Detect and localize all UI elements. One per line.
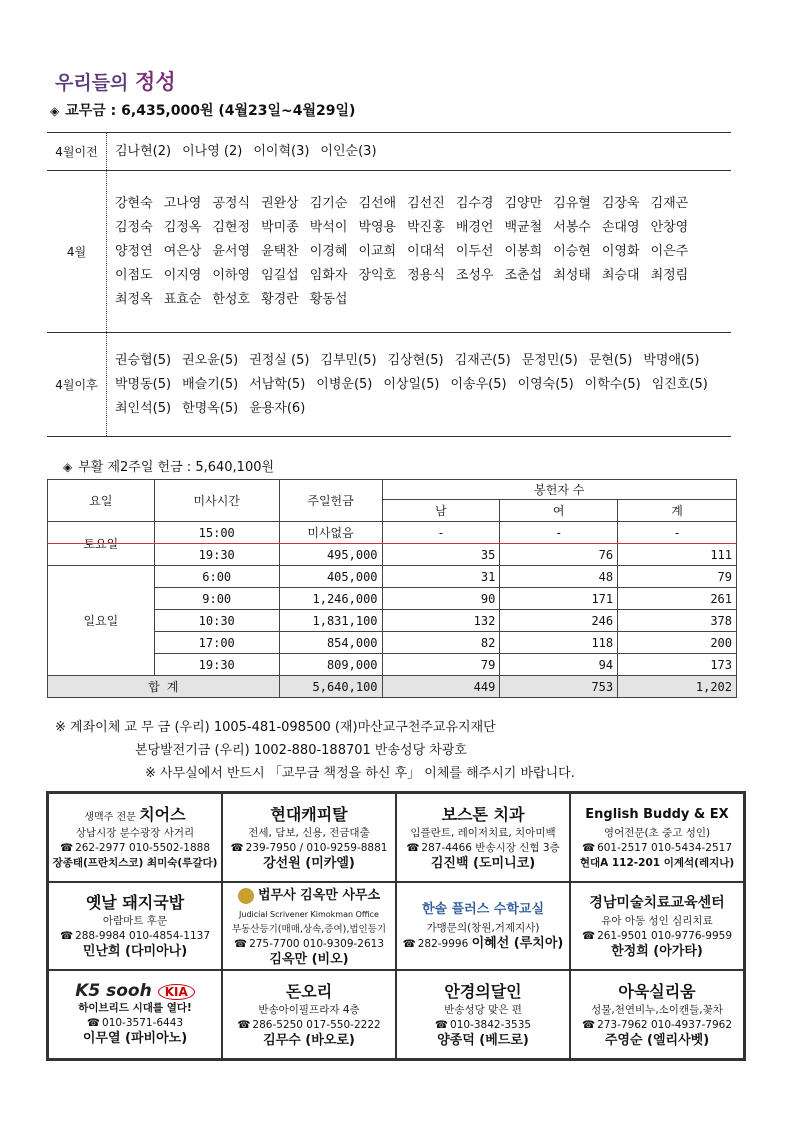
donor-name: 안창영 (650, 219, 689, 235)
header-male: 남 (382, 500, 500, 522)
mass-time: 10:30 (154, 610, 279, 632)
donor-name: 최승대 (601, 267, 640, 283)
male-count: 132 (382, 610, 500, 632)
ad-law-office (222, 882, 396, 971)
mass-time: 15:00 (154, 522, 279, 544)
phone-icon: ☎ (434, 1019, 449, 1032)
ad-name: 법무사 김옥만 사무소 (257, 887, 381, 903)
donor-name: 이인순(3) (320, 143, 377, 159)
donor-name: 김수경 (455, 195, 494, 211)
donor-name: 강현숙 (115, 195, 153, 211)
donor-name: 김선진 (407, 195, 445, 211)
donor-name: 김기순 (309, 195, 348, 211)
ad-person: 김옥만 (비오) (269, 951, 349, 967)
donor-label: 4월 (47, 171, 107, 332)
donor-label: 4월이후 (47, 333, 107, 436)
donor-name: 임진호(5) (651, 376, 708, 392)
ad-line: 성물,천연비누,소이캔들,꽃차 (591, 1004, 723, 1017)
ad-line: 반송아이필프라자 4층 (258, 1004, 360, 1017)
ad-line: 상남시장 분수광장 사거리 (75, 826, 195, 839)
donor-name: 김정숙 (115, 219, 153, 235)
mass-amount: 1,246,000 (279, 588, 382, 610)
header-total: 계 (618, 500, 737, 522)
donor-name: 이하영 (212, 267, 251, 283)
donor-name: 김부민(5) (320, 352, 377, 368)
total-label: 합 계 (48, 676, 280, 698)
donor-name: 윤용자(6) (249, 400, 306, 416)
donor-name: 김양만 (504, 195, 543, 211)
total-count: 200 (618, 632, 737, 654)
donor-name: 서봉수 (553, 219, 591, 235)
ad-line: 가맹문의(창원,거제지사) (426, 922, 540, 935)
donor-name: 임길섭 (261, 267, 299, 283)
mass-amount: 1,831,100 (279, 610, 382, 632)
ad-line: 601-2517 010-5434-2517 (597, 841, 733, 854)
donor-name: 이대석 (407, 243, 445, 259)
donor-name: 여은상 (163, 243, 202, 259)
header-day: 요일 (48, 480, 155, 522)
ad-line: 287-4466 반송시장 신협 3층 (421, 841, 560, 854)
donor-name: 이은주 (650, 243, 689, 259)
ad-hyundai-capital (222, 793, 396, 882)
male-count: - (382, 522, 500, 544)
ad-person: 강선원 (미카엘) (263, 855, 355, 871)
donor-name: 김상현(5) (387, 352, 444, 368)
donor-name: 이병운(5) (316, 376, 373, 392)
kia-logo: KIA (158, 984, 195, 1000)
ad-name: 아욱실리움 (618, 982, 696, 1002)
ad-name: K5 sooh (75, 980, 152, 1001)
ad-line: 273-7962 010-4937-7962 (597, 1019, 733, 1032)
ad-line: 010-3571-6443 (102, 1016, 184, 1029)
donor-names (107, 333, 731, 436)
ad-line: 286-5250 017-550-2222 (252, 1019, 381, 1032)
donor-label: 4월이전 (47, 133, 107, 170)
donor-name: 최인석(5) (115, 400, 172, 416)
donor-name: 박명동(5) (115, 376, 172, 392)
donor-name: 권정실 (5) (249, 352, 310, 368)
ad-cheers (48, 793, 222, 882)
donor-name: 최정옥 (115, 291, 153, 307)
donor-name: 이승현 (553, 243, 591, 259)
donor-name: 박미종 (261, 219, 299, 235)
donor-name: 서남학(5) (249, 376, 306, 392)
mass-amount: 809,000 (279, 654, 382, 676)
ad-person: 김진백 (도미니코) (430, 855, 536, 871)
ad-line: 261-9501 010-9776-9959 (597, 930, 733, 943)
ad-line: 010-3842-3535 (450, 1019, 532, 1032)
phone-icon: ☎ (59, 930, 74, 943)
donor-name: 이학수(5) (584, 376, 641, 392)
table-row (48, 522, 737, 544)
total-count: 378 (618, 610, 737, 632)
donor-name: 이두선 (455, 243, 494, 259)
donor-name: 윤서영 (212, 243, 251, 259)
ad-name: 경남미술치료교육센터 (589, 895, 725, 912)
donor-row-before (47, 133, 731, 171)
diamond-icon: ◈ (63, 460, 73, 474)
donor-names (107, 133, 731, 170)
donor-name: 김재곤(5) (454, 352, 511, 368)
phone-icon: ☎ (59, 841, 74, 854)
donor-name: 장익호 (358, 267, 397, 283)
ad-person: 현대A 112-201 이계석(레지나) (579, 856, 735, 869)
day-saturday: 토요일 (48, 522, 155, 566)
header-time: 미사시간 (154, 480, 279, 522)
phone-icon: ☎ (86, 1016, 101, 1029)
ad-line: 262-2977 010-5502-1888 (75, 841, 211, 854)
phone-icon: ☎ (581, 841, 596, 854)
donor-name: 김정옥 (163, 219, 202, 235)
donor-name: 공정식 (212, 195, 251, 211)
ad-line: 영어전문(초 중고 성인) (603, 826, 711, 839)
donor-name: 박진홍 (407, 219, 445, 235)
mass-time: 17:00 (154, 632, 279, 654)
male-count: 35 (382, 544, 500, 566)
donor-name: 이영화 (601, 243, 640, 259)
female-count: 76 (500, 544, 618, 566)
donor-name: 손대영 (601, 219, 640, 235)
seal-icon (238, 888, 254, 904)
total-count: 111 (618, 544, 737, 566)
donor-name: 이봉희 (504, 243, 543, 259)
donor-name: 정용식 (407, 267, 445, 283)
donor-name: 김장욱 (601, 195, 640, 211)
ad-line: 부동산등기(매매,상속,증여),법인등기 (231, 923, 387, 935)
donor-name: 이점도 (115, 267, 153, 283)
ad-name: 돈오리 (285, 982, 333, 1002)
page-title: 우리들의 정성 (55, 69, 176, 94)
ad-line: 239-7950 / 010-9259-8881 (245, 841, 388, 854)
header-female: 여 (500, 500, 618, 522)
total-row (48, 676, 737, 698)
mass-time: 19:30 (154, 654, 279, 676)
note-line: 본당발전기금 (우리) 1002-880-188701 반송성당 차광호 (135, 743, 467, 758)
total-count: 79 (618, 566, 737, 588)
ad-person: 이혜선 (루치아) (471, 936, 564, 952)
ad-name: 옛날 돼지국밥 (85, 893, 185, 913)
total-amount: 5,640,100 (279, 676, 382, 698)
ad-boston-dental (396, 793, 570, 882)
ad-gukbap (48, 882, 222, 971)
donor-name: 황동섭 (309, 291, 348, 307)
female-count: 246 (500, 610, 618, 632)
ad-name: 한솔 플러스 수학교실 (421, 902, 545, 918)
female-count: 94 (500, 654, 618, 676)
donor-names (107, 171, 731, 332)
mass-amount: 미사없음 (279, 522, 382, 544)
donor-name: 조성우 (455, 267, 494, 283)
ad-line: 하이브리드 시대를 열다! (78, 1001, 192, 1014)
donor-name: 이지영 (163, 267, 202, 283)
note-line: ※ 사무실에서 반드시 「교무금 책정을 하신 후」 이체를 해주시기 바랍니다. (145, 766, 575, 781)
mass-time: 6:00 (154, 566, 279, 588)
offering-title: ◈ 부활 제2주일 헌금 : 5,640,100원 (63, 460, 275, 475)
ad-english-buddy (570, 793, 744, 882)
divider-red (47, 543, 737, 544)
donor-name: 권오윤(5) (182, 352, 239, 368)
donor-name: 권승협(5) (115, 352, 172, 368)
ad-name: 안경의달인 (444, 982, 522, 1002)
ad-person: 장종태(프란치스코) 최미숙(루갈다) (52, 856, 218, 869)
donor-name: 김재곤 (650, 195, 689, 211)
phone-icon: ☎ (402, 938, 416, 951)
ad-donori (222, 970, 396, 1059)
donor-name: 이교희 (358, 243, 397, 259)
ad-line: 전세, 담보, 신용, 전금대출 (248, 826, 370, 839)
donor-name: 이이혁(3) (253, 143, 310, 159)
female-count: 48 (500, 566, 618, 588)
donor-name: 최성태 (553, 267, 591, 283)
ad-auxilium (570, 970, 744, 1059)
ad-person: 양종덕 (베드로) (437, 1033, 529, 1049)
donor-name: 박석이 (309, 219, 348, 235)
donor-name: 고나영 (163, 195, 202, 211)
phone-icon: ☎ (237, 1019, 251, 1032)
ad-line: 282-9996 (417, 938, 469, 951)
ad-name: English Buddy & EX (585, 806, 729, 822)
ad-person: 김무수 (바오로) (263, 1033, 355, 1049)
donor-name: 김나현(2) (115, 143, 172, 159)
ad-line: 275-7700 010-9309-2613 (249, 937, 385, 950)
total-count: 173 (618, 654, 737, 676)
donor-name: 문정민(5) (521, 352, 578, 368)
donor-name: 백균철 (504, 219, 543, 235)
male-count: 31 (382, 566, 500, 588)
donor-name: 문현(5) (588, 352, 633, 368)
dues-amount: ◈ 교무금 : 6,435,000원 (4월23일~4월29일) (50, 103, 356, 119)
ad-grid (46, 791, 746, 1061)
donor-name: 최정림 (650, 267, 689, 283)
donor-name: 조춘섭 (504, 267, 543, 283)
mass-amount: 405,000 (279, 566, 382, 588)
ad-hansol (396, 882, 570, 971)
ad-person: 주영순 (엘리사벳) (604, 1033, 710, 1049)
donor-name: 임화자 (309, 267, 348, 283)
total-count: 261 (618, 588, 737, 610)
ad-person: 민난희 (다미아나) (82, 944, 188, 960)
ad-line: 유아 아동 성인 심리치료 (601, 915, 713, 928)
donor-name: 이송우(5) (450, 376, 507, 392)
donor-row-april (47, 171, 731, 333)
donor-row-after (47, 333, 731, 437)
donor-name: 이상일(5) (383, 376, 440, 392)
female-count: 171 (500, 588, 618, 610)
phone-icon: ☎ (581, 930, 596, 943)
ad-prefix: 생맥주 전문 (84, 811, 136, 823)
ad-art-therapy (570, 882, 744, 971)
ad-line: 임플란트, 레이저치료, 치아미백 (410, 826, 556, 839)
donor-name: 배슬기(5) (182, 376, 239, 392)
ad-line: 반송성당 맞은 편 (444, 1004, 522, 1017)
donor-table (47, 132, 731, 437)
note-line: ※ 계좌이체 교 무 금 (우리) 1005-481-098500 (재)마산교구천주교유지재단 (55, 720, 496, 735)
female-count: - (500, 522, 618, 544)
mass-time: 19:30 (154, 544, 279, 566)
offering-table (47, 479, 737, 698)
total-all: 1,202 (618, 676, 737, 698)
ad-line: 아람마트 후문 (102, 915, 168, 928)
donor-name: 김선애 (358, 195, 397, 211)
total-count: - (618, 522, 737, 544)
donor-name: 황경란 (261, 291, 299, 307)
ad-person: 한정희 (아가타) (611, 944, 703, 960)
table-row (48, 566, 737, 588)
donor-name: 김현정 (212, 219, 251, 235)
donor-name: 한성호 (212, 291, 251, 307)
donor-name: 이영숙(5) (517, 376, 574, 392)
total-male: 449 (382, 676, 500, 698)
donor-name: 박영용 (358, 219, 397, 235)
donor-name: 이경혜 (309, 243, 348, 259)
total-female: 753 (500, 676, 618, 698)
donor-name: 배경언 (455, 219, 494, 235)
ad-line: 288-9984 010-4854-1137 (75, 930, 211, 943)
day-sunday: 일요일 (48, 566, 155, 676)
ad-subtitle: Judicial Scrivener Kimokman Office (239, 909, 379, 919)
ad-name: 치어스 (139, 804, 186, 824)
donor-name: 한명옥(5) (182, 400, 239, 416)
mass-amount: 854,000 (279, 632, 382, 654)
ad-glasses (396, 970, 570, 1059)
male-count: 79 (382, 654, 500, 676)
donor-name: 박명애(5) (643, 352, 700, 368)
donor-name: 윤택찬 (261, 243, 299, 259)
donor-name: 권완상 (261, 195, 299, 211)
header-cash: 주일헌금 (279, 480, 382, 522)
ad-name: 보스톤 치과 (441, 804, 525, 824)
ad-person: 이무열 (파비아노) (82, 1030, 188, 1046)
donor-name: 김유혈 (553, 195, 591, 211)
mass-amount: 495,000 (279, 544, 382, 566)
donor-name: 이나영 (2) (182, 143, 243, 159)
phone-icon: ☎ (233, 937, 248, 950)
male-count: 82 (382, 632, 500, 654)
donor-name: 양정연 (115, 243, 153, 259)
female-count: 118 (500, 632, 618, 654)
phone-icon: ☎ (230, 841, 244, 854)
ad-kia (48, 970, 222, 1059)
header-servers: 봉헌자 수 (382, 480, 736, 500)
ad-name: 현대캐피탈 (270, 804, 348, 824)
donor-name: 표효순 (163, 291, 202, 307)
male-count: 90 (382, 588, 500, 610)
phone-icon: ☎ (406, 841, 420, 854)
mass-time: 9:00 (154, 588, 279, 610)
account-notes (55, 716, 575, 785)
phone-icon: ☎ (581, 1019, 596, 1032)
diamond-icon: ◈ (50, 104, 60, 118)
